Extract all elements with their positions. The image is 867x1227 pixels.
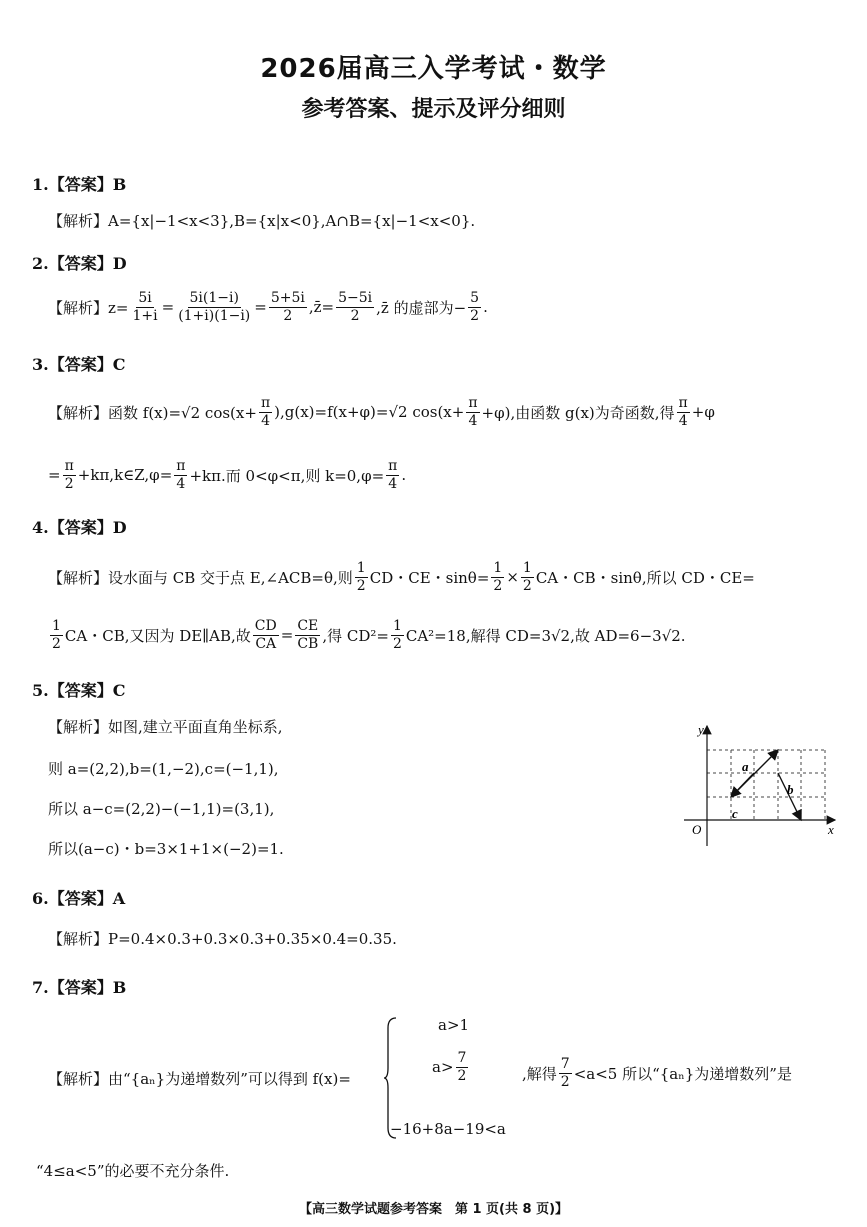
q2-fraction bbox=[269, 290, 307, 325]
page-footer: 【高三数学试题参考答案 第 1 页(共 8 页)】 bbox=[298, 1202, 569, 1217]
q6-analysis: 【解析】P=0.4×0.3+0.3×0.3+0.35×0.4=0.35. bbox=[48, 930, 397, 948]
q4-num: 1 bbox=[522, 560, 532, 576]
q4-fraction bbox=[295, 618, 320, 653]
q2-num: 5 bbox=[470, 290, 480, 306]
q7-num: 7 bbox=[560, 1056, 570, 1072]
q6-answer: 6.【答案】A bbox=[32, 889, 126, 908]
q3-text: +φ bbox=[691, 403, 715, 422]
q2-num: 5+5i bbox=[270, 290, 305, 306]
q4-text: CD・CE・sinθ= bbox=[369, 568, 490, 587]
origin-label: O bbox=[692, 822, 702, 837]
q3-fraction bbox=[63, 458, 76, 493]
q5-line1: 【解析】如图,建立平面直角坐标系, bbox=[48, 718, 283, 736]
q3-analysis-line2 bbox=[48, 458, 406, 493]
q4-num: CD bbox=[254, 618, 277, 634]
q4-den: 2 bbox=[392, 635, 402, 652]
q2-num: 5−5i bbox=[338, 290, 373, 306]
q7-analysis-tail bbox=[522, 1056, 792, 1091]
q3-text: = bbox=[48, 466, 61, 485]
vector-a-label: a bbox=[742, 759, 749, 774]
q3-num: π bbox=[388, 458, 398, 474]
q7-text: <a<5 所以“{aₙ}为递增数列”是 bbox=[573, 1064, 792, 1083]
q2-den: 1+i bbox=[132, 307, 158, 324]
q4-fraction bbox=[521, 560, 534, 595]
q2-den: 2 bbox=[283, 307, 293, 324]
q7-answer: 7.【答案】B bbox=[32, 978, 127, 997]
page-title: 2026届高三入学考试・数学 bbox=[260, 54, 607, 84]
q1-analysis: 【解析】A={x|−1<x<3},B={x|x<0},A∩B={x|−1<x<0}. bbox=[48, 212, 476, 230]
q3-text: 【解析】函数 f(x)=√2 cos(x+ bbox=[48, 403, 257, 422]
q2-den: (1+i)(1−i) bbox=[178, 307, 251, 324]
q2-text: ,z̄ 的虚部为− bbox=[376, 298, 467, 317]
q3-fraction bbox=[466, 395, 479, 430]
q4-den: 2 bbox=[52, 635, 61, 652]
q2-text: ,z̄= bbox=[308, 298, 335, 317]
q2-text: = bbox=[161, 298, 175, 317]
q4-fraction bbox=[491, 560, 504, 595]
q1-answer: 1.【答案】B bbox=[32, 175, 127, 194]
piecewise-conditions bbox=[384, 1016, 534, 1140]
q5-line4: 所以(a−c)・b=3×1+1×(−2)=1. bbox=[48, 840, 284, 858]
condition-2 bbox=[432, 1050, 470, 1085]
q2-den: 2 bbox=[470, 307, 480, 324]
condition-3: −16+8a−19<a bbox=[390, 1120, 506, 1138]
q3-num: π bbox=[260, 395, 271, 411]
q5-line2: 则 a=(2,2),b=(1,−2),c=(−1,1), bbox=[48, 760, 279, 778]
q4-num: 1 bbox=[52, 618, 61, 634]
q7-den: 2 bbox=[560, 1073, 570, 1090]
q3-den: 4 bbox=[388, 475, 398, 492]
q2-fraction bbox=[468, 290, 481, 325]
vector-c-label: c bbox=[732, 806, 738, 821]
q3-den: 4 bbox=[261, 412, 270, 429]
q4-den: 2 bbox=[522, 577, 532, 594]
q3-num: π bbox=[176, 458, 186, 474]
q7-analysis-lead: 【解析】由“{aₙ}为递增数列”可以得到 f(x)= bbox=[48, 1070, 351, 1088]
q4-den: CB bbox=[297, 635, 319, 652]
q2-den: 2 bbox=[350, 307, 360, 324]
q4-text: × bbox=[506, 568, 519, 587]
q3-fraction bbox=[259, 395, 272, 430]
q4-num: 1 bbox=[493, 560, 503, 576]
q4-analysis-line2 bbox=[48, 618, 686, 653]
vector-diagram bbox=[670, 718, 840, 853]
q4-analysis-line1 bbox=[48, 560, 755, 595]
vector-b-label: b bbox=[787, 782, 794, 797]
q3-fraction bbox=[174, 458, 187, 493]
x-axis-label: x bbox=[828, 822, 834, 837]
q3-text: ),g(x)=f(x+φ)=√2 cos(x+ bbox=[274, 403, 465, 422]
q3-num: π bbox=[678, 395, 688, 411]
q2-fraction bbox=[130, 290, 159, 325]
q4-fraction bbox=[253, 618, 279, 653]
q5-line3: 所以 a−c=(2,2)−(−1,1)=(3,1), bbox=[48, 800, 275, 818]
q7-text: ,解得 bbox=[522, 1064, 557, 1083]
q2-answer: 2.【答案】D bbox=[32, 254, 127, 273]
q4-den: 2 bbox=[493, 577, 503, 594]
q3-text: +φ),由函数 g(x)为奇函数,得 bbox=[481, 403, 675, 422]
q4-answer: 4.【答案】D bbox=[32, 518, 127, 537]
q4-text: CA²=18,解得 CD=3√2,故 AD=6−3√2. bbox=[405, 626, 686, 645]
y-axis-label: y bbox=[698, 722, 704, 737]
q2-fraction bbox=[176, 290, 252, 325]
q3-den: 4 bbox=[176, 475, 186, 492]
q3-text: +kπ,k∈Z,φ= bbox=[77, 466, 173, 485]
q3-num: π bbox=[64, 458, 74, 474]
condition-2-den: 2 bbox=[457, 1067, 467, 1084]
q4-num: CE bbox=[297, 618, 319, 634]
q2-fraction bbox=[336, 290, 374, 325]
q4-fraction bbox=[355, 560, 368, 595]
q4-num: 1 bbox=[356, 560, 366, 576]
condition-2-num: 7 bbox=[457, 1050, 467, 1066]
q4-den: 2 bbox=[356, 577, 366, 594]
q2-text: = bbox=[254, 298, 267, 317]
condition-2-text: a> bbox=[432, 1058, 454, 1077]
q4-num: 1 bbox=[392, 618, 402, 634]
q2-analysis bbox=[48, 290, 488, 325]
q4-den: CA bbox=[255, 635, 277, 652]
q3-fraction bbox=[677, 395, 690, 430]
q3-text: . bbox=[401, 466, 407, 485]
q3-answer: 3.【答案】C bbox=[32, 355, 126, 374]
vector-c bbox=[731, 773, 754, 797]
q3-text: +kπ.而 0<φ<π,则 k=0,φ= bbox=[189, 466, 385, 485]
q5-answer: 5.【答案】C bbox=[32, 681, 126, 700]
page-subtitle: 参考答案、提示及评分细则 bbox=[301, 97, 566, 122]
q2-text: 【解析】z= bbox=[48, 298, 129, 317]
q2-num: 5i(1−i) bbox=[189, 290, 239, 306]
q4-text: = bbox=[280, 626, 294, 645]
q4-text: 【解析】设水面与 CB 交于点 E,∠ACB=θ,则 bbox=[48, 568, 353, 587]
q2-num: 5i bbox=[138, 290, 152, 306]
q7-analysis-line2: “4≤a<5”的必要不充分条件. bbox=[36, 1162, 230, 1180]
condition-1: a>1 bbox=[438, 1016, 470, 1034]
q7-fraction bbox=[559, 1056, 572, 1091]
q3-den: 4 bbox=[468, 412, 478, 429]
q4-text: CA・CB,又因为 DE∥AB,故 bbox=[64, 626, 251, 645]
grid-lines bbox=[707, 750, 825, 820]
q4-text: CA・CB・sinθ,所以 CD・CE= bbox=[535, 568, 755, 587]
q3-analysis-line1 bbox=[48, 395, 715, 430]
q3-den: 4 bbox=[678, 412, 688, 429]
q4-fraction bbox=[391, 618, 404, 653]
q3-num: π bbox=[468, 395, 478, 411]
q4-text: ,得 CD²= bbox=[322, 626, 389, 645]
q3-den: 2 bbox=[64, 475, 74, 492]
q2-text: . bbox=[483, 298, 488, 317]
q4-fraction bbox=[50, 618, 63, 653]
condition-2-fraction bbox=[456, 1050, 469, 1085]
q3-fraction bbox=[386, 458, 399, 493]
